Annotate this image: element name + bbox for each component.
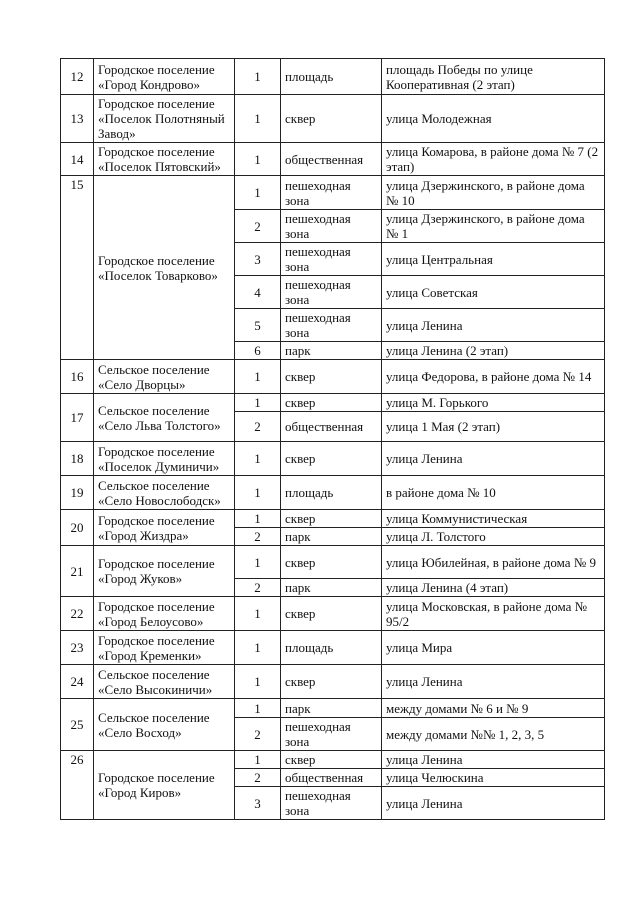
item-number: 4: [235, 276, 281, 309]
territory-type: сквер: [281, 546, 382, 579]
territory-type: общественная: [281, 769, 382, 787]
territory-address: улица Мира: [382, 631, 605, 665]
row-number: 12: [61, 59, 94, 95]
territory-address: улица Ленина: [382, 751, 605, 769]
settlement-name: Городское поселение «Поселок Товарково»: [94, 176, 235, 360]
item-number: 1: [235, 476, 281, 510]
settlement-name: Сельское поселение «Село Дворцы»: [94, 360, 235, 394]
territory-address: улица Ленина: [382, 309, 605, 342]
territory-type: пешеходная зона: [281, 243, 382, 276]
territory-address: улица Советская: [382, 276, 605, 309]
item-number: 1: [235, 59, 281, 95]
territory-type: пешеходная зона: [281, 210, 382, 243]
row-number: 16: [61, 360, 94, 394]
table-row: [61, 751, 605, 769]
row-number: 21: [61, 546, 94, 597]
territory-type: пешеходная зона: [281, 309, 382, 342]
territory-type: парк: [281, 342, 382, 360]
settlement-name: Городское поселение «Город Кондрово»: [94, 59, 235, 95]
table-row: [61, 360, 605, 394]
territory-type: пешеходная зона: [281, 276, 382, 309]
row-number: 23: [61, 631, 94, 665]
table-row: [61, 699, 605, 718]
row-number: 26: [61, 751, 94, 820]
item-number: 2: [235, 528, 281, 546]
territory-address: между домами №№ 1, 2, 3, 5: [382, 718, 605, 751]
row-number: 14: [61, 143, 94, 176]
table-row: [61, 442, 605, 476]
table-row: [61, 665, 605, 699]
settlement-name: Городское поселение «Город Жуков»: [94, 546, 235, 597]
territory-address: в районе дома № 10: [382, 476, 605, 510]
territory-type: сквер: [281, 665, 382, 699]
item-number: 1: [235, 360, 281, 394]
settlement-name: Городское поселение «Город Киров»: [94, 751, 235, 820]
territory-address: улица М. Горького: [382, 394, 605, 412]
territory-address: улица Ленина: [382, 442, 605, 476]
item-number: 1: [235, 665, 281, 699]
item-number: 1: [235, 143, 281, 176]
territory-address: между домами № 6 и № 9: [382, 699, 605, 718]
item-number: 2: [235, 412, 281, 442]
territory-type: площадь: [281, 59, 382, 95]
row-number: 22: [61, 597, 94, 631]
item-number: 5: [235, 309, 281, 342]
territory-address: улица Л. Толстого: [382, 528, 605, 546]
item-number: 1: [235, 631, 281, 665]
item-number: 3: [235, 787, 281, 820]
territory-address: улица Дзержинского, в районе дома № 10: [382, 176, 605, 210]
item-number: 1: [235, 597, 281, 631]
item-number: 1: [235, 699, 281, 718]
territory-type: пешеходная зона: [281, 787, 382, 820]
territory-type: сквер: [281, 751, 382, 769]
table-row: [61, 143, 605, 176]
item-number: 1: [235, 751, 281, 769]
table-row: [61, 631, 605, 665]
territory-address: улица Коммунистическая: [382, 510, 605, 528]
table-row: [61, 176, 605, 210]
table-row: [61, 476, 605, 510]
territory-address: улица 1 Мая (2 этап): [382, 412, 605, 442]
table-row: [61, 394, 605, 412]
territory-type: парк: [281, 699, 382, 718]
territory-type: парк: [281, 528, 382, 546]
territories-table: [60, 58, 605, 820]
territory-type: парк: [281, 579, 382, 597]
settlement-name: Городское поселение «Город Жиздра»: [94, 510, 235, 546]
row-number: 24: [61, 665, 94, 699]
territory-type: сквер: [281, 95, 382, 143]
territory-address: улица Челюскина: [382, 769, 605, 787]
item-number: 1: [235, 546, 281, 579]
item-number: 1: [235, 95, 281, 143]
row-number: 17: [61, 394, 94, 442]
territory-type: общественная: [281, 143, 382, 176]
settlement-name: Сельское поселение «Село Льва Толстого»: [94, 394, 235, 442]
item-number: 2: [235, 210, 281, 243]
territory-type: общественная: [281, 412, 382, 442]
territory-type: сквер: [281, 597, 382, 631]
territory-address: улица Ленина (4 этап): [382, 579, 605, 597]
territory-address: улица Юбилейная, в районе дома № 9: [382, 546, 605, 579]
territory-type: сквер: [281, 394, 382, 412]
territory-type: пешеходная зона: [281, 176, 382, 210]
territory-type: площадь: [281, 631, 382, 665]
row-number: 13: [61, 95, 94, 143]
settlement-name: Сельское поселение «Село Восход»: [94, 699, 235, 751]
settlement-name: Городское поселение «Поселок Пятовский»: [94, 143, 235, 176]
territory-address: улица Центральная: [382, 243, 605, 276]
row-number: 20: [61, 510, 94, 546]
territory-address: улица Ленина (2 этап): [382, 342, 605, 360]
settlement-name: Сельское поселение «Село Высокиничи»: [94, 665, 235, 699]
item-number: 1: [235, 176, 281, 210]
item-number: 3: [235, 243, 281, 276]
territory-address: улица Дзержинского, в районе дома № 1: [382, 210, 605, 243]
settlement-name: Сельское поселение «Село Новослободск»: [94, 476, 235, 510]
table-row: [61, 510, 605, 528]
item-number: 6: [235, 342, 281, 360]
row-number: 18: [61, 442, 94, 476]
item-number: 2: [235, 718, 281, 751]
territory-type: сквер: [281, 510, 382, 528]
territory-address: площадь Победы по улице Кооперативная (2 этап): [382, 59, 605, 95]
settlement-name: Городское поселение «Город Кременки»: [94, 631, 235, 665]
territory-type: пешеходная зона: [281, 718, 382, 751]
territory-type: сквер: [281, 442, 382, 476]
table-row: [61, 546, 605, 579]
item-number: 1: [235, 510, 281, 528]
territory-address: улица Ленина: [382, 787, 605, 820]
territory-address: улица Федорова, в районе дома № 14: [382, 360, 605, 394]
item-number: 1: [235, 442, 281, 476]
item-number: 2: [235, 579, 281, 597]
row-number: 15: [61, 176, 94, 360]
settlement-name: Городское поселение «Поселок Думиничи»: [94, 442, 235, 476]
item-number: 1: [235, 394, 281, 412]
table-row: [61, 95, 605, 143]
territory-address: улица Молодежная: [382, 95, 605, 143]
territory-address: улица Московская, в районе дома № 95/2: [382, 597, 605, 631]
table-row: [61, 597, 605, 631]
settlement-name: Городское поселение «Поселок Полотняный Завод»: [94, 95, 235, 143]
row-number: 19: [61, 476, 94, 510]
table-row: [61, 59, 605, 95]
row-number: 25: [61, 699, 94, 751]
territory-address: улица Комарова, в районе дома № 7 (2 этап): [382, 143, 605, 176]
territory-address: улица Ленина: [382, 665, 605, 699]
territory-type: сквер: [281, 360, 382, 394]
territory-type: площадь: [281, 476, 382, 510]
settlement-name: Городское поселение «Город Белоусово»: [94, 597, 235, 631]
item-number: 2: [235, 769, 281, 787]
